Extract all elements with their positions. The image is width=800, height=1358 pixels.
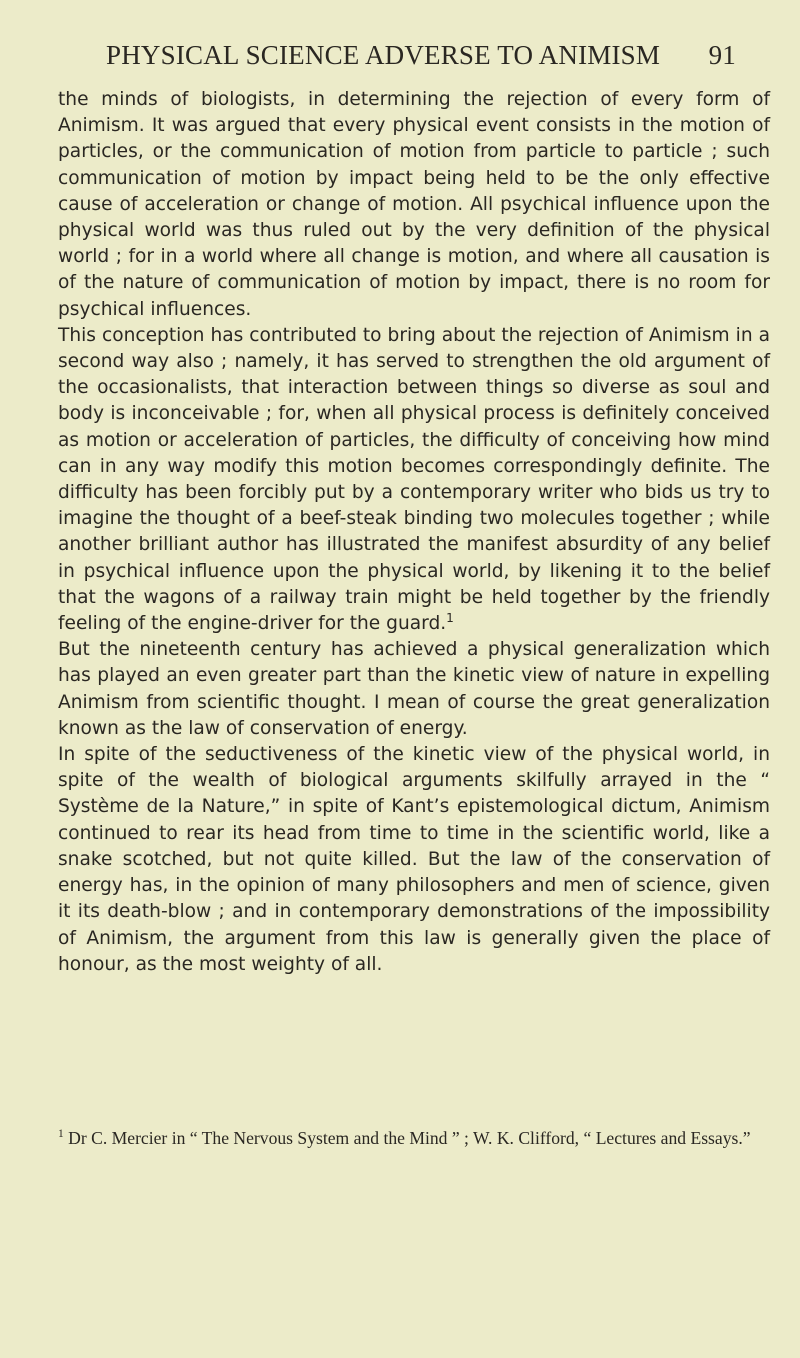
footnote-text: Dr C. Mercier in “ The Nervous System and the Mind ” ; W. K. Clifford, “ Lectures and Essays.” — [68, 1128, 751, 1148]
paragraph: But the nineteenth century has achieved a physical generalization which has played an even greater part than the kinetic view of nature in expelling Animism from scientific thought. I mean of course the great generalization known as the law of conservation of energy. — [58, 639, 770, 739]
running-head — [58, 40, 736, 70]
running-title: PHYSICAL SCIENCE ADVERSE TO ANIMISM — [106, 40, 661, 70]
paragraph — [58, 323, 770, 637]
page-number: 91 — [708, 40, 736, 70]
footnote-reference: 1 — [446, 610, 454, 625]
paragraph-text: This conception has contributed to bring about the rejection of Animism in a second way also ; namely, it has served to strengthen the old argument of the occasionalists, that interaction between things so diverse as soul and body is inconceivable ; for, when all physical process is definitely conceived as motion or acceleration of particles, the difficulty of conceiving how mind can in any way modify this motion becomes correspondingly definite. The difficulty has been forcibly put by a contemporary writer who bids us try to imagine the thought of a beef-steak binding two molecules together ; while another brilliant author has illustrated the manifest absurdity of any belief in psychical influence upon the physical world, by likening it to the belief that the wagons of a railway train might be held together by the friendly feeling of the engine-driver for the guard. — [58, 324, 770, 635]
footnote-marker: 1 — [58, 1128, 64, 1141]
paragraph: the minds of biologists, in determining the rejection of every form of Animism. It was argued that every physical event consists in the motion of particles, or the communication of motion from particle to particle ; such communication of motion by impact being held to be the only effective cause of acceleration or change of motion. All psychical influence upon the physical world was thus ruled out by the very definition of the physical world ; for in a world where all change is motion, and where all causation is of the nature of communication of motion by impact, there is no room for psychical influences. — [58, 89, 770, 320]
footnote — [58, 1127, 770, 1149]
paragraph: In spite of the seductiveness of the kinetic view of the physical world, in spite of the wealth of biological arguments skilfully arrayed in the “ Système de la Nature,” in spite of Kant’s epistemological dictum, Animism continued to rear its head from time to time in the scientific world, like a snake scotched, but not quite killed. But the law of the conservation of energy has, in the opinion of many philosophers and men of science, given it its death-blow ; and in contemporary demonstrations of the impossibility of Animism, the argument from this law is generally given the place of honour, as the most weighty of all. — [58, 744, 770, 975]
body-text — [58, 87, 770, 978]
footnotes — [58, 1127, 770, 1149]
